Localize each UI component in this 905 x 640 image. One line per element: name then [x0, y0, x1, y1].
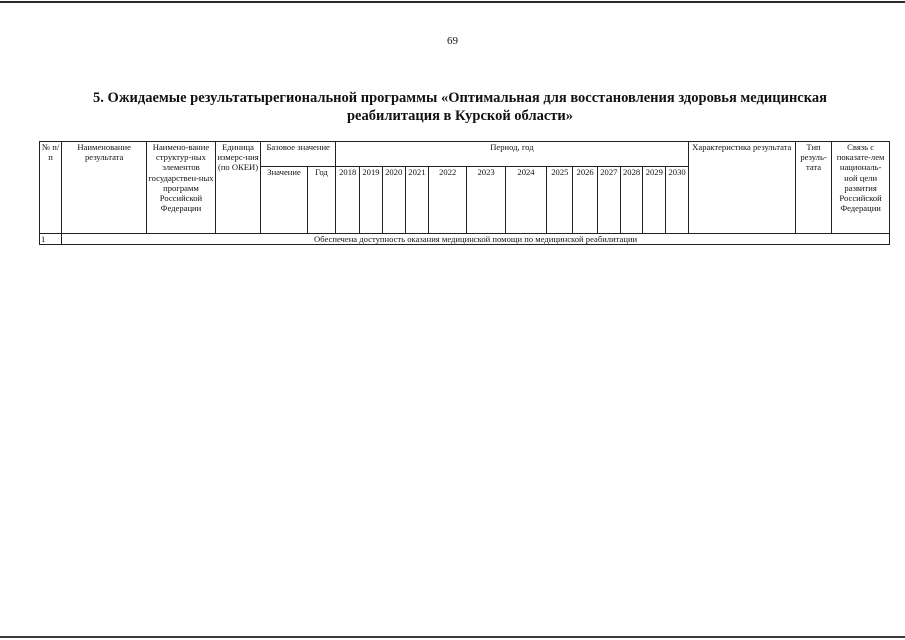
results-table: [39, 141, 890, 245]
header-result-name: Наименование результата: [62, 142, 147, 234]
title-line-1: 5. Ожидаемые результатырегиональной программы «Оптимальная для восстановления здоровья медицинская: [93, 90, 827, 106]
year-2026: 2026: [573, 167, 597, 234]
row-number: 1: [40, 234, 62, 245]
header-base-value-value: Значение: [261, 167, 307, 234]
year-2021: 2021: [405, 167, 428, 234]
year-2019: 2019: [360, 167, 382, 234]
header-result-type: Тип резуль-тата: [795, 142, 831, 234]
header-unit: Единица измерс-ния (по ОКЕИ): [215, 142, 260, 234]
year-2029: 2029: [643, 167, 666, 234]
year-2023: 2023: [467, 167, 505, 234]
header-base-value: Базовое значение: [261, 142, 336, 167]
year-2024: 2024: [505, 167, 546, 234]
header-characteristic: Характеристика результата: [688, 142, 795, 234]
table-row: [40, 234, 890, 245]
bottom-border-line: [0, 636, 905, 638]
header-num: № п/п: [40, 142, 62, 234]
year-2030: 2030: [666, 167, 688, 234]
row-task-text: Обеспечена доступность оказания медицинской помощи по медицинской реабилитации: [62, 234, 890, 245]
header-structural-elements: Наимено-вание структур-ных элементов государствен-ных программ Российской Федерации: [147, 142, 216, 234]
page-number: 69: [447, 35, 458, 47]
header-national-goal-link: Связь с показате-лем националь-ной цели развития Российской Федерации: [832, 142, 890, 234]
title-line-2: реабилитация в Курской области»: [346, 108, 573, 124]
header-period: Период, год: [336, 142, 689, 167]
document-title: [40, 89, 880, 125]
year-2025: 2025: [547, 167, 573, 234]
year-2022: 2022: [429, 167, 467, 234]
header-row-1: [40, 142, 890, 167]
year-2020: 2020: [382, 167, 405, 234]
year-2028: 2028: [620, 167, 642, 234]
header-base-value-year: Год: [307, 167, 335, 234]
year-2027: 2027: [597, 167, 620, 234]
top-border-line: [0, 1, 905, 3]
year-2018: 2018: [336, 167, 360, 234]
